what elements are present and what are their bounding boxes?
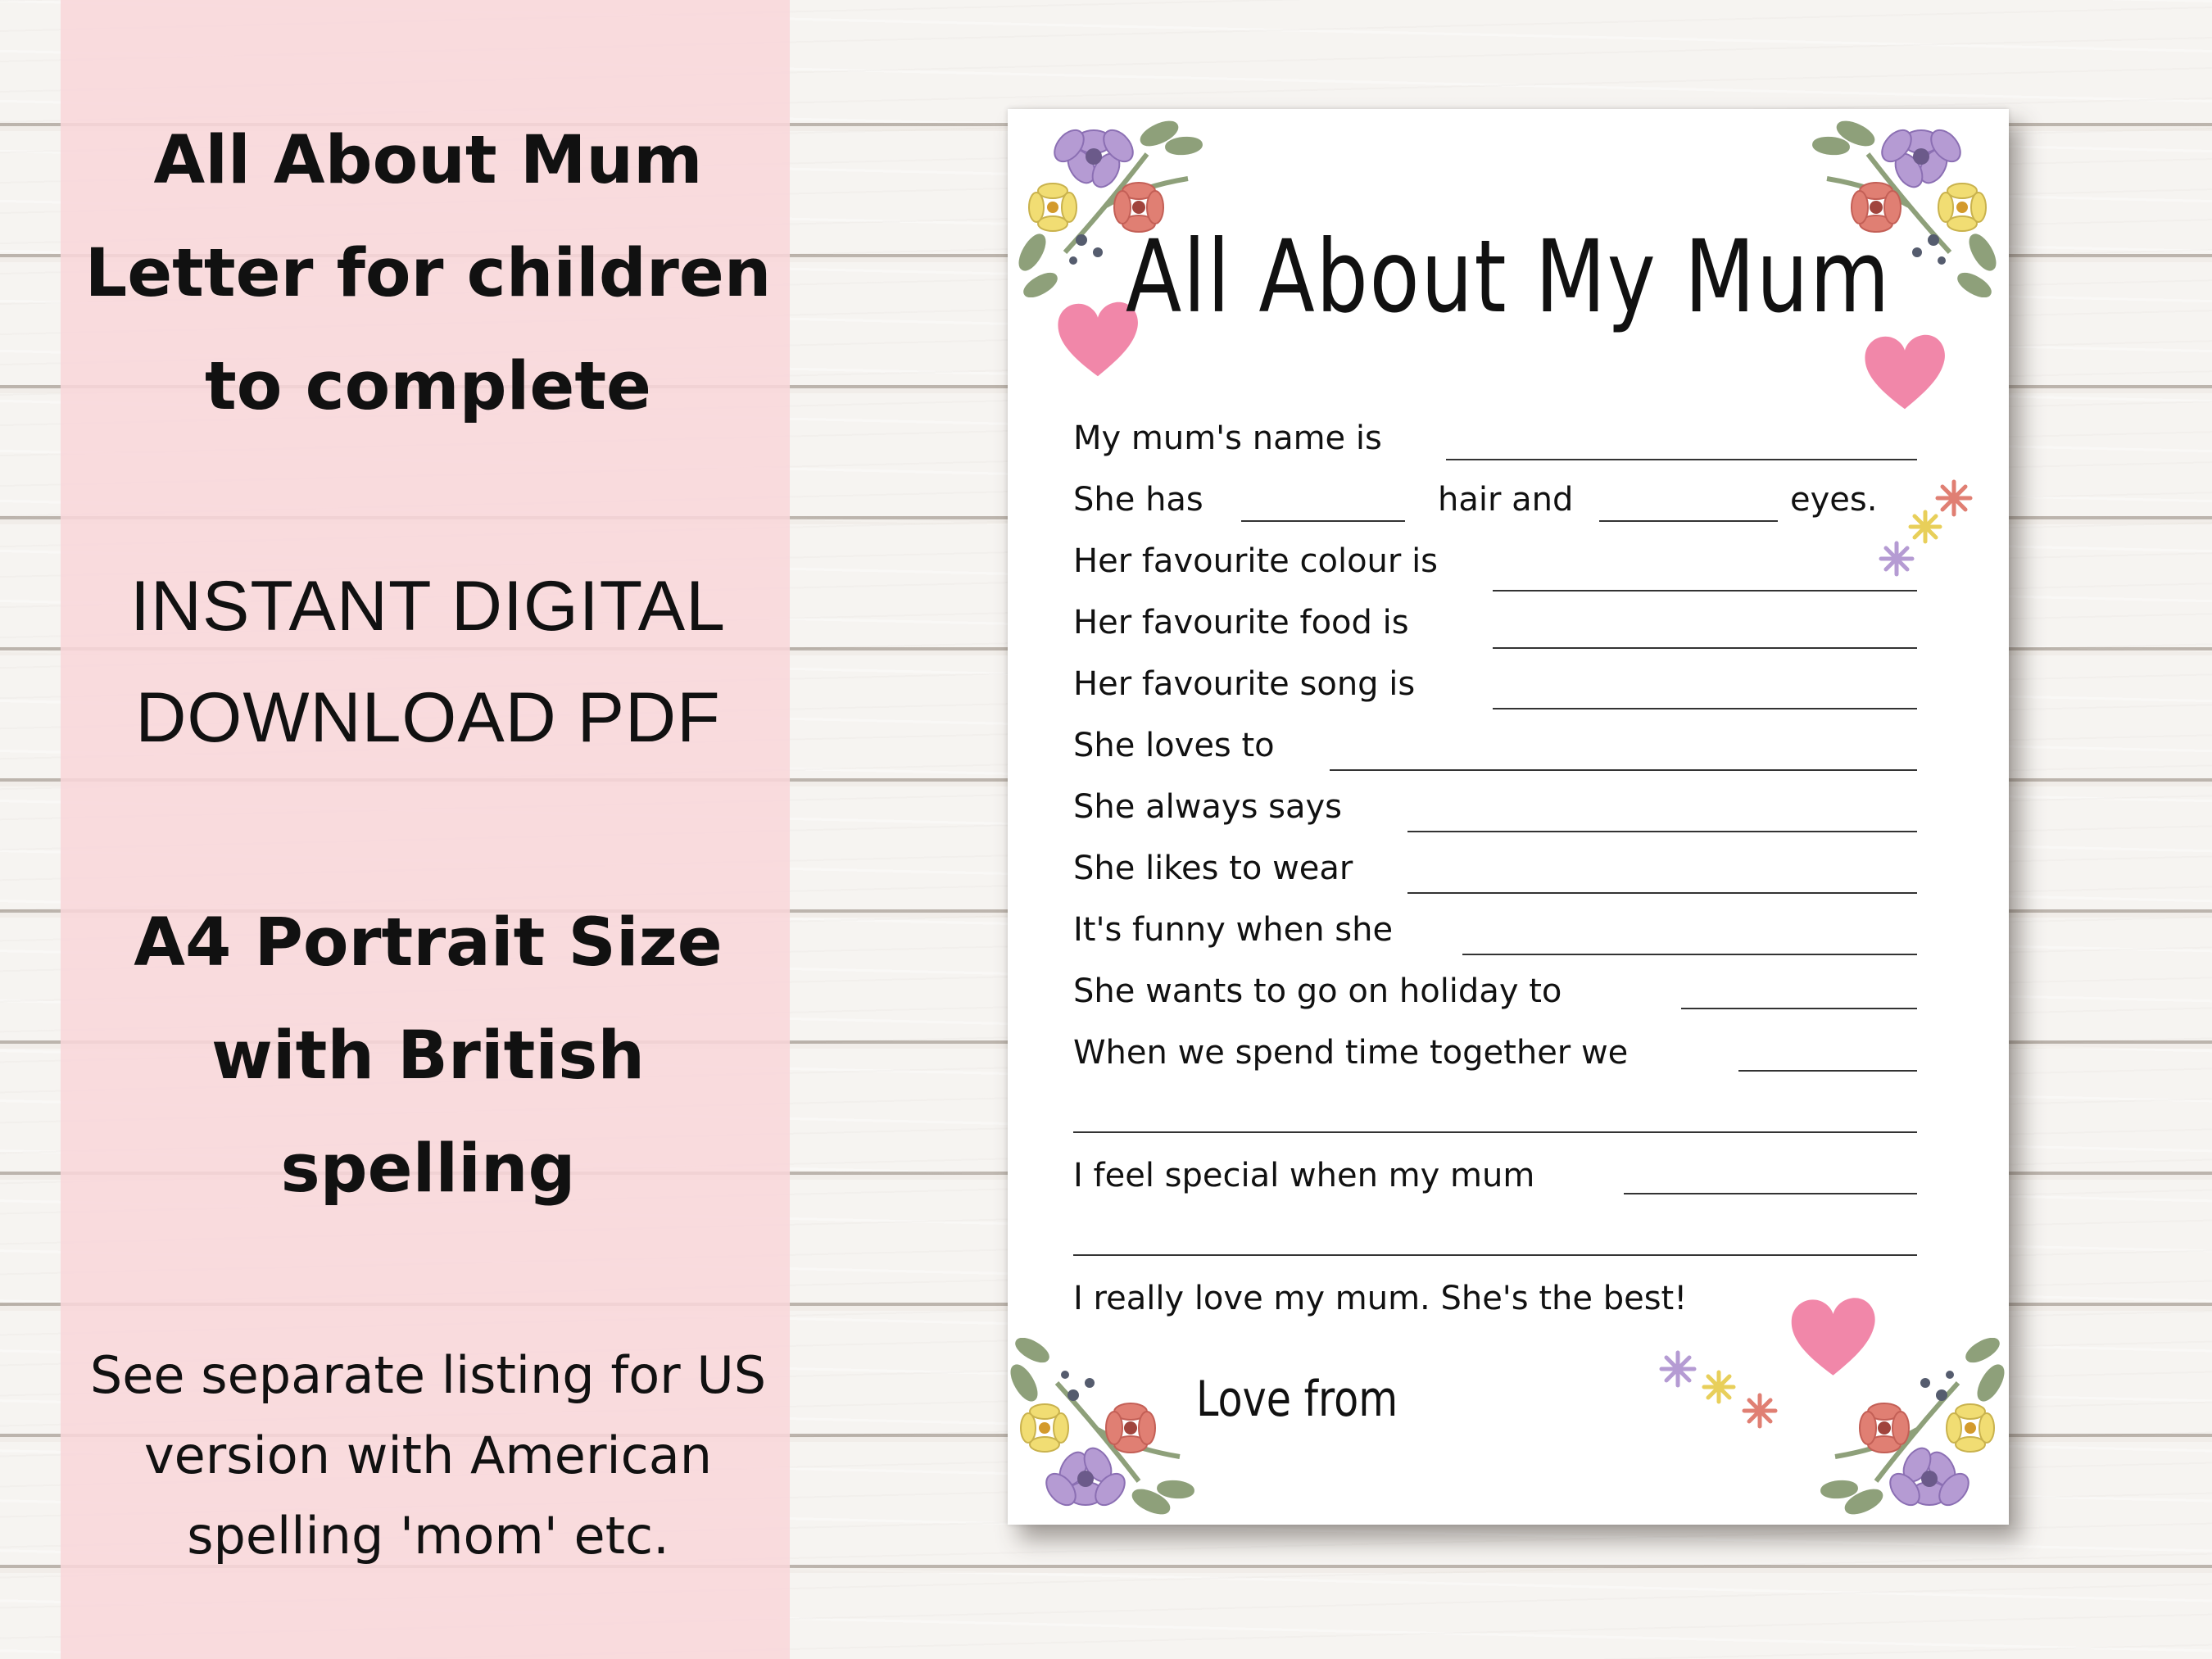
prompt-name: My mum's name is [1073,419,1382,457]
headline-line-3: to complete [205,348,651,425]
size-text [49,886,807,1226]
blank-food [1493,647,1917,649]
headline-line-2: Letter for children [84,235,772,312]
blank-together [1738,1070,1917,1072]
note-line-3: spelling 'mom' etc. [187,1506,669,1566]
size-line-2: with British [211,1018,645,1095]
size-line-1: A4 Portrait Size [134,904,723,981]
flower-cluster-icon [1802,1338,2007,1525]
prompt-together: When we spend time together we [1073,1034,1629,1072]
blank-loves [1330,769,1917,771]
prompt-says: She always says [1073,788,1343,826]
blank-together-continued [1073,1131,1917,1133]
size-line-3: spelling [280,1131,576,1208]
blank-special-continued [1073,1254,1917,1256]
worksheet-preview [1008,109,2009,1525]
blank-says [1407,831,1917,832]
prompt-loves: She loves to [1073,727,1275,764]
prompt-special: I feel special when my mum [1073,1157,1535,1194]
prompt-colour: Her favourite colour is [1073,542,1439,580]
prompt-holiday: She wants to go on holiday to [1073,972,1562,1010]
note-line-2: version with American [143,1426,713,1485]
prompt-funny: It's funny when she [1073,911,1394,949]
prompt-song: Her favourite song is [1073,665,1416,703]
blank-name [1446,459,1917,460]
prompt-food: Her favourite food is [1073,604,1409,641]
format-line-1: INSTANT DIGITAL [130,567,726,646]
prompt-has: She has [1073,481,1203,519]
heart-icon [1860,326,1950,416]
note-line-1: See separate listing for US [89,1345,767,1405]
format-line-2: DOWNLOAD PDF [135,678,721,757]
headline-line-1: All About Mum [153,122,703,199]
us-version-note [49,1335,807,1576]
blank-eyes [1599,520,1778,522]
prompt-eyes: eyes. [1790,481,1878,519]
blank-song [1493,708,1917,709]
worksheet-title: All About My Mum [1125,219,1892,335]
signoff: Love from [1196,1371,1398,1428]
headline [49,104,807,443]
blank-special [1624,1193,1917,1194]
blank-hair [1241,520,1405,522]
blank-colour [1493,590,1917,592]
blank-funny [1462,954,1917,955]
prompt-closing: I really love my mum. She's the best! [1073,1280,1688,1317]
prompt-hair-and: hair and [1438,481,1574,519]
small-flowers-icon [1655,1346,1794,1444]
format-text [49,551,807,773]
flower-cluster-icon [1008,1338,1213,1525]
blank-wear [1407,892,1917,894]
blank-holiday [1681,1008,1917,1009]
prompt-wear: She likes to wear [1073,850,1353,887]
small-flowers-icon [1876,478,1983,584]
